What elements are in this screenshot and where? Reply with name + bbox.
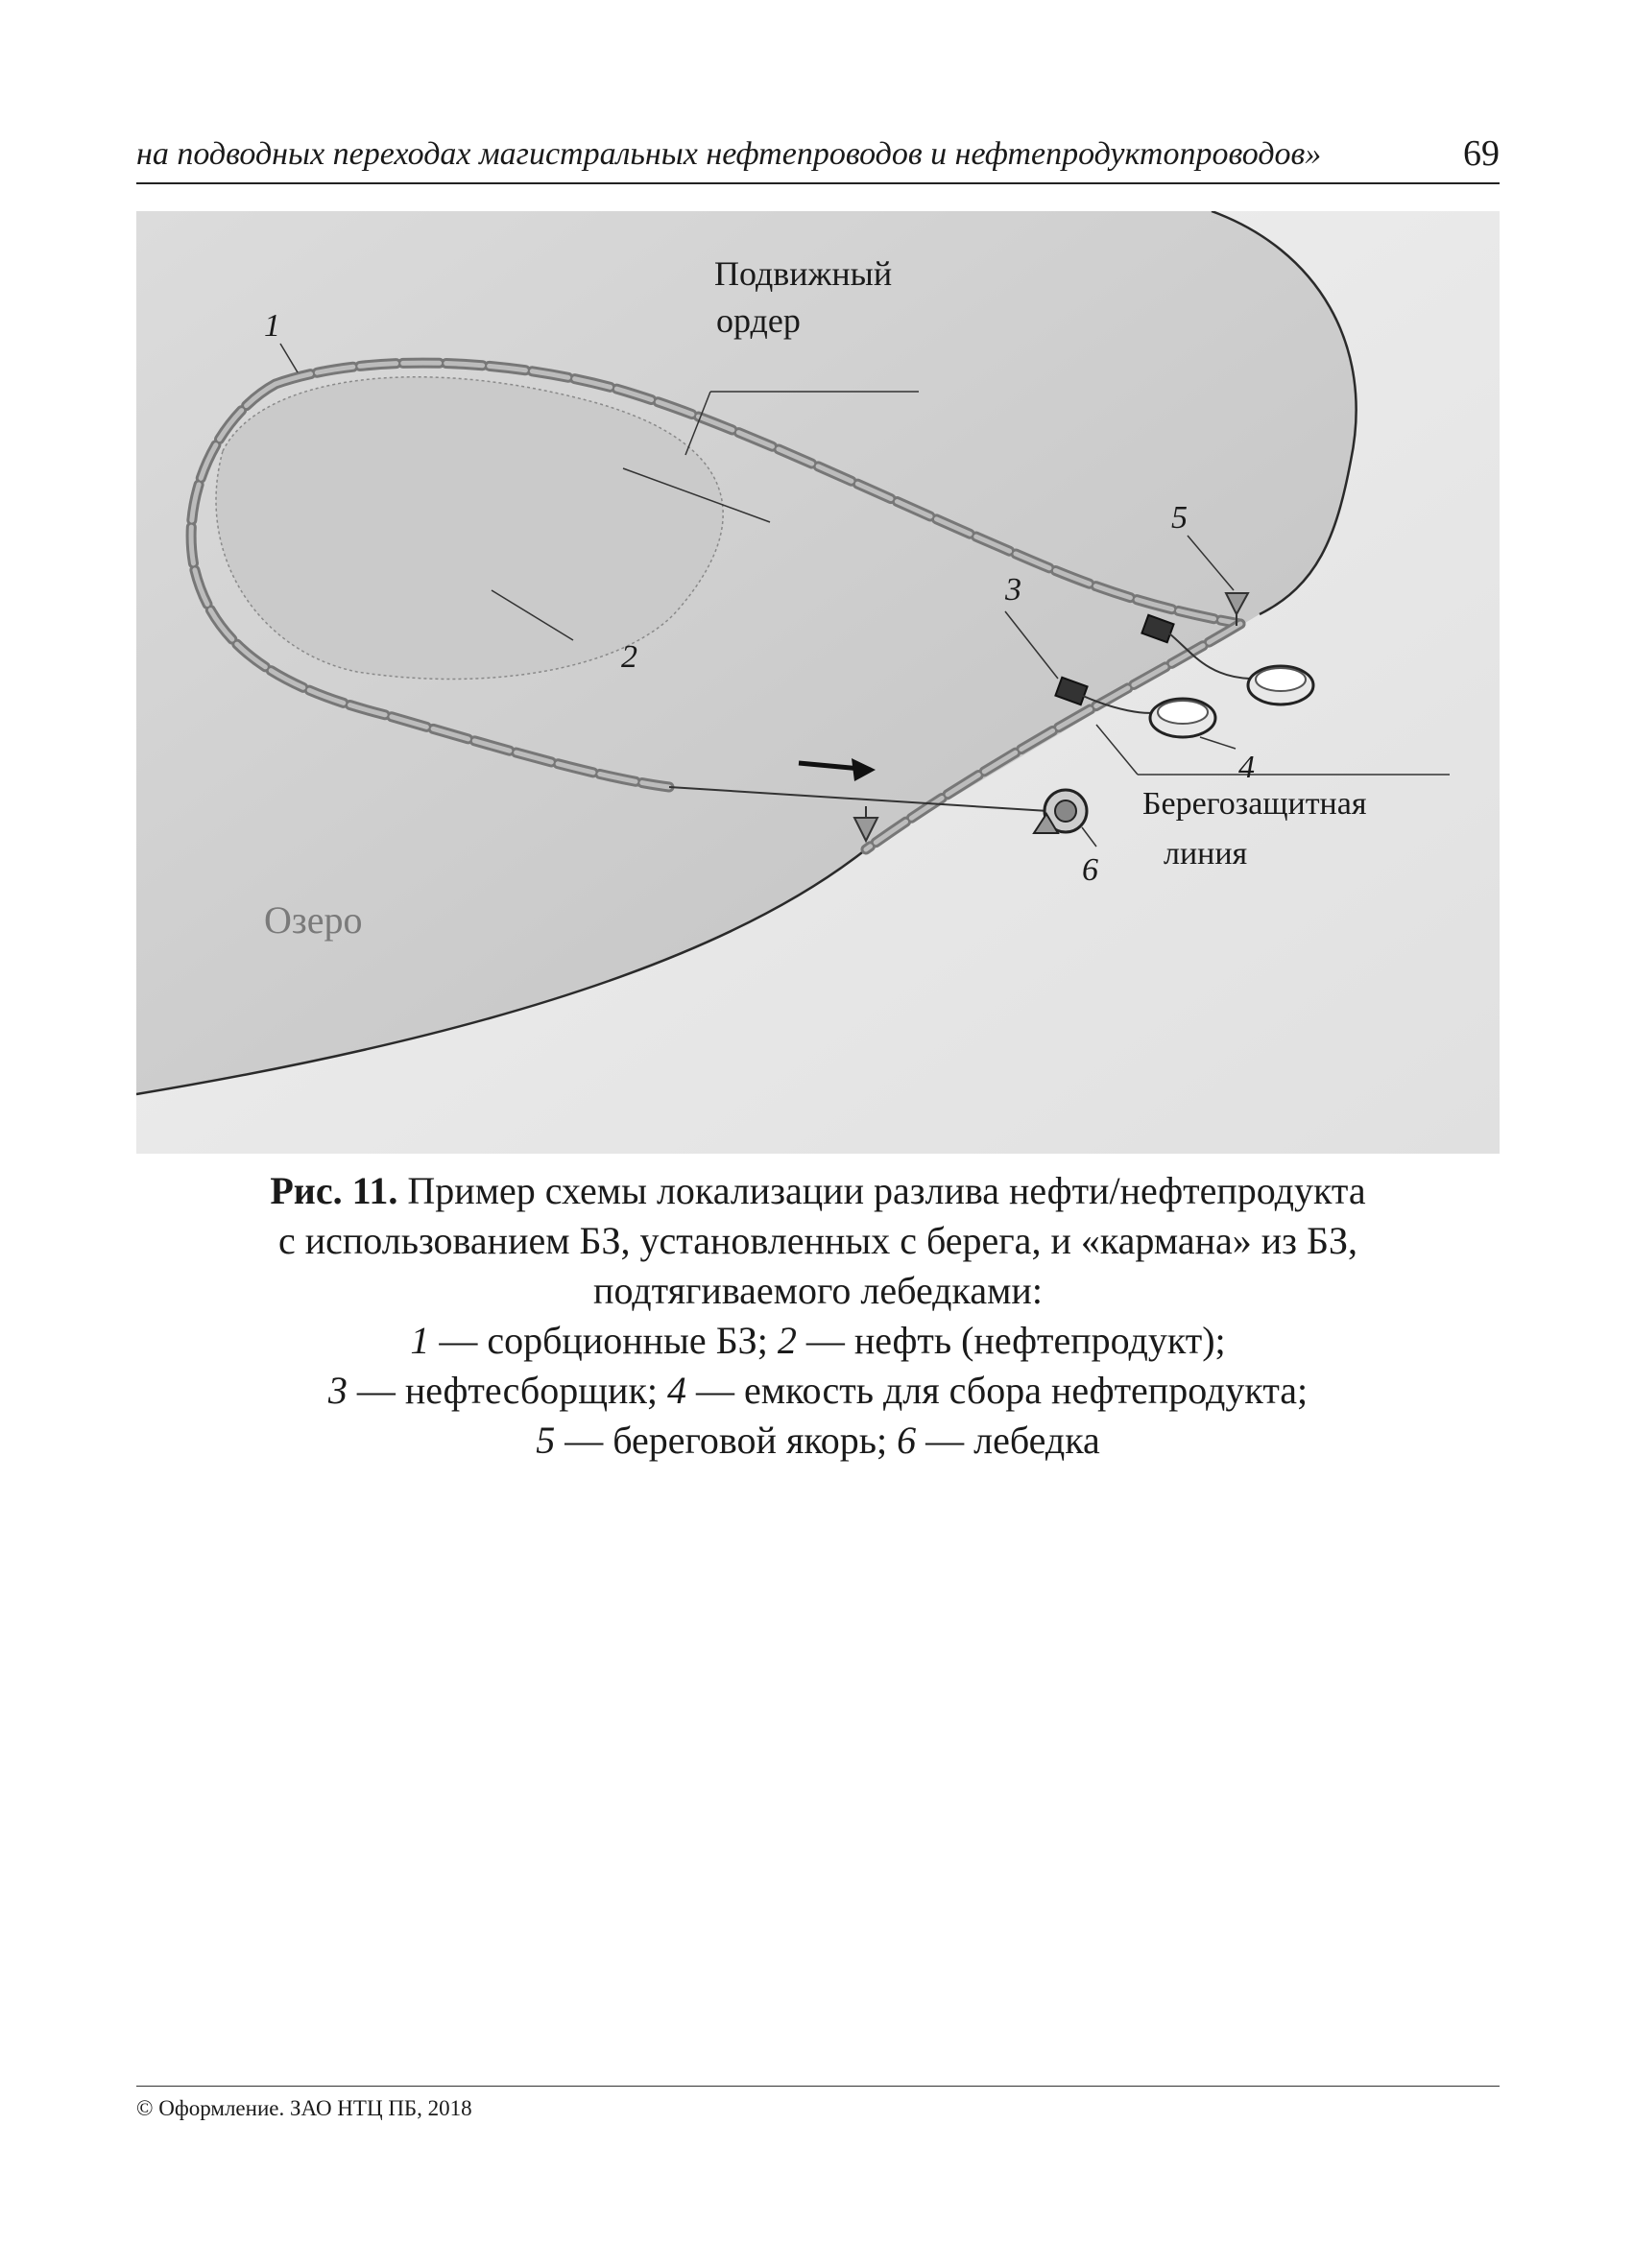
legend-text-5: — береговой якорь; [555,1419,898,1462]
marker-3: 3 [1005,572,1021,608]
shore-line-label-1: Берегозащитная [1142,786,1367,822]
marker-5: 5 [1171,500,1188,536]
legend-text-2: — нефть (нефтепродукт); [796,1319,1226,1362]
caption-line-1 [136,1166,1500,1216]
legend-line-2 [136,1366,1500,1416]
moving-order-label-1: Подвижный [714,254,893,293]
legend-line-1 [136,1316,1500,1366]
legend-num-6: 6 [897,1419,917,1462]
figure-svg [136,211,1500,1154]
legend-num-4: 4 [667,1369,686,1412]
legend-text-4: — емкость для сбора нефтепродукта; [686,1369,1309,1412]
shore-line-label-2: линия [1164,836,1248,871]
lake-label: Озеро [264,898,363,942]
caption-line-2: с использованием БЗ, установленных с берега, и «кармана» из БЗ, [277,1219,1357,1262]
marker-2: 2 [621,639,637,675]
caption-title: Пример схемы локализации разлива нефти/нефтепродукта [397,1169,1366,1212]
figure-caption [136,1166,1500,1466]
oil-slick [216,377,723,680]
header-rule [136,182,1500,184]
page-number: 69 [1463,133,1500,174]
marker-6: 6 [1082,852,1098,888]
footer-rule [136,2086,1500,2087]
figure-diagram [136,211,1500,1154]
legend-text-3: — нефтесборщик; [347,1369,667,1412]
marker-4: 4 [1238,750,1255,785]
legend-num-3: 3 [327,1369,348,1412]
legend-text-6: — лебедка [916,1419,1100,1462]
legend-num-1: 1 [410,1319,430,1362]
moving-order-label-2: ордер [716,301,801,340]
running-title: на подводных переходах магистральных нефтепроводов и нефтепродуктопроводов» [136,136,1322,172]
page-header [136,132,1500,182]
marker-1: 1 [264,308,280,344]
figure-label: Рис. 11. [270,1169,398,1212]
caption-line-3: подтягиваемого лебедками: [593,1269,1043,1312]
legend-text-1: — сорбционные БЗ; [429,1319,778,1362]
legend-num-2: 2 [777,1319,797,1362]
legend-line-3 [136,1416,1500,1466]
copyright-footer: © Оформление. ЗАО НТЦ ПБ, 2018 [136,2096,472,2120]
legend-num-5: 5 [536,1419,556,1462]
